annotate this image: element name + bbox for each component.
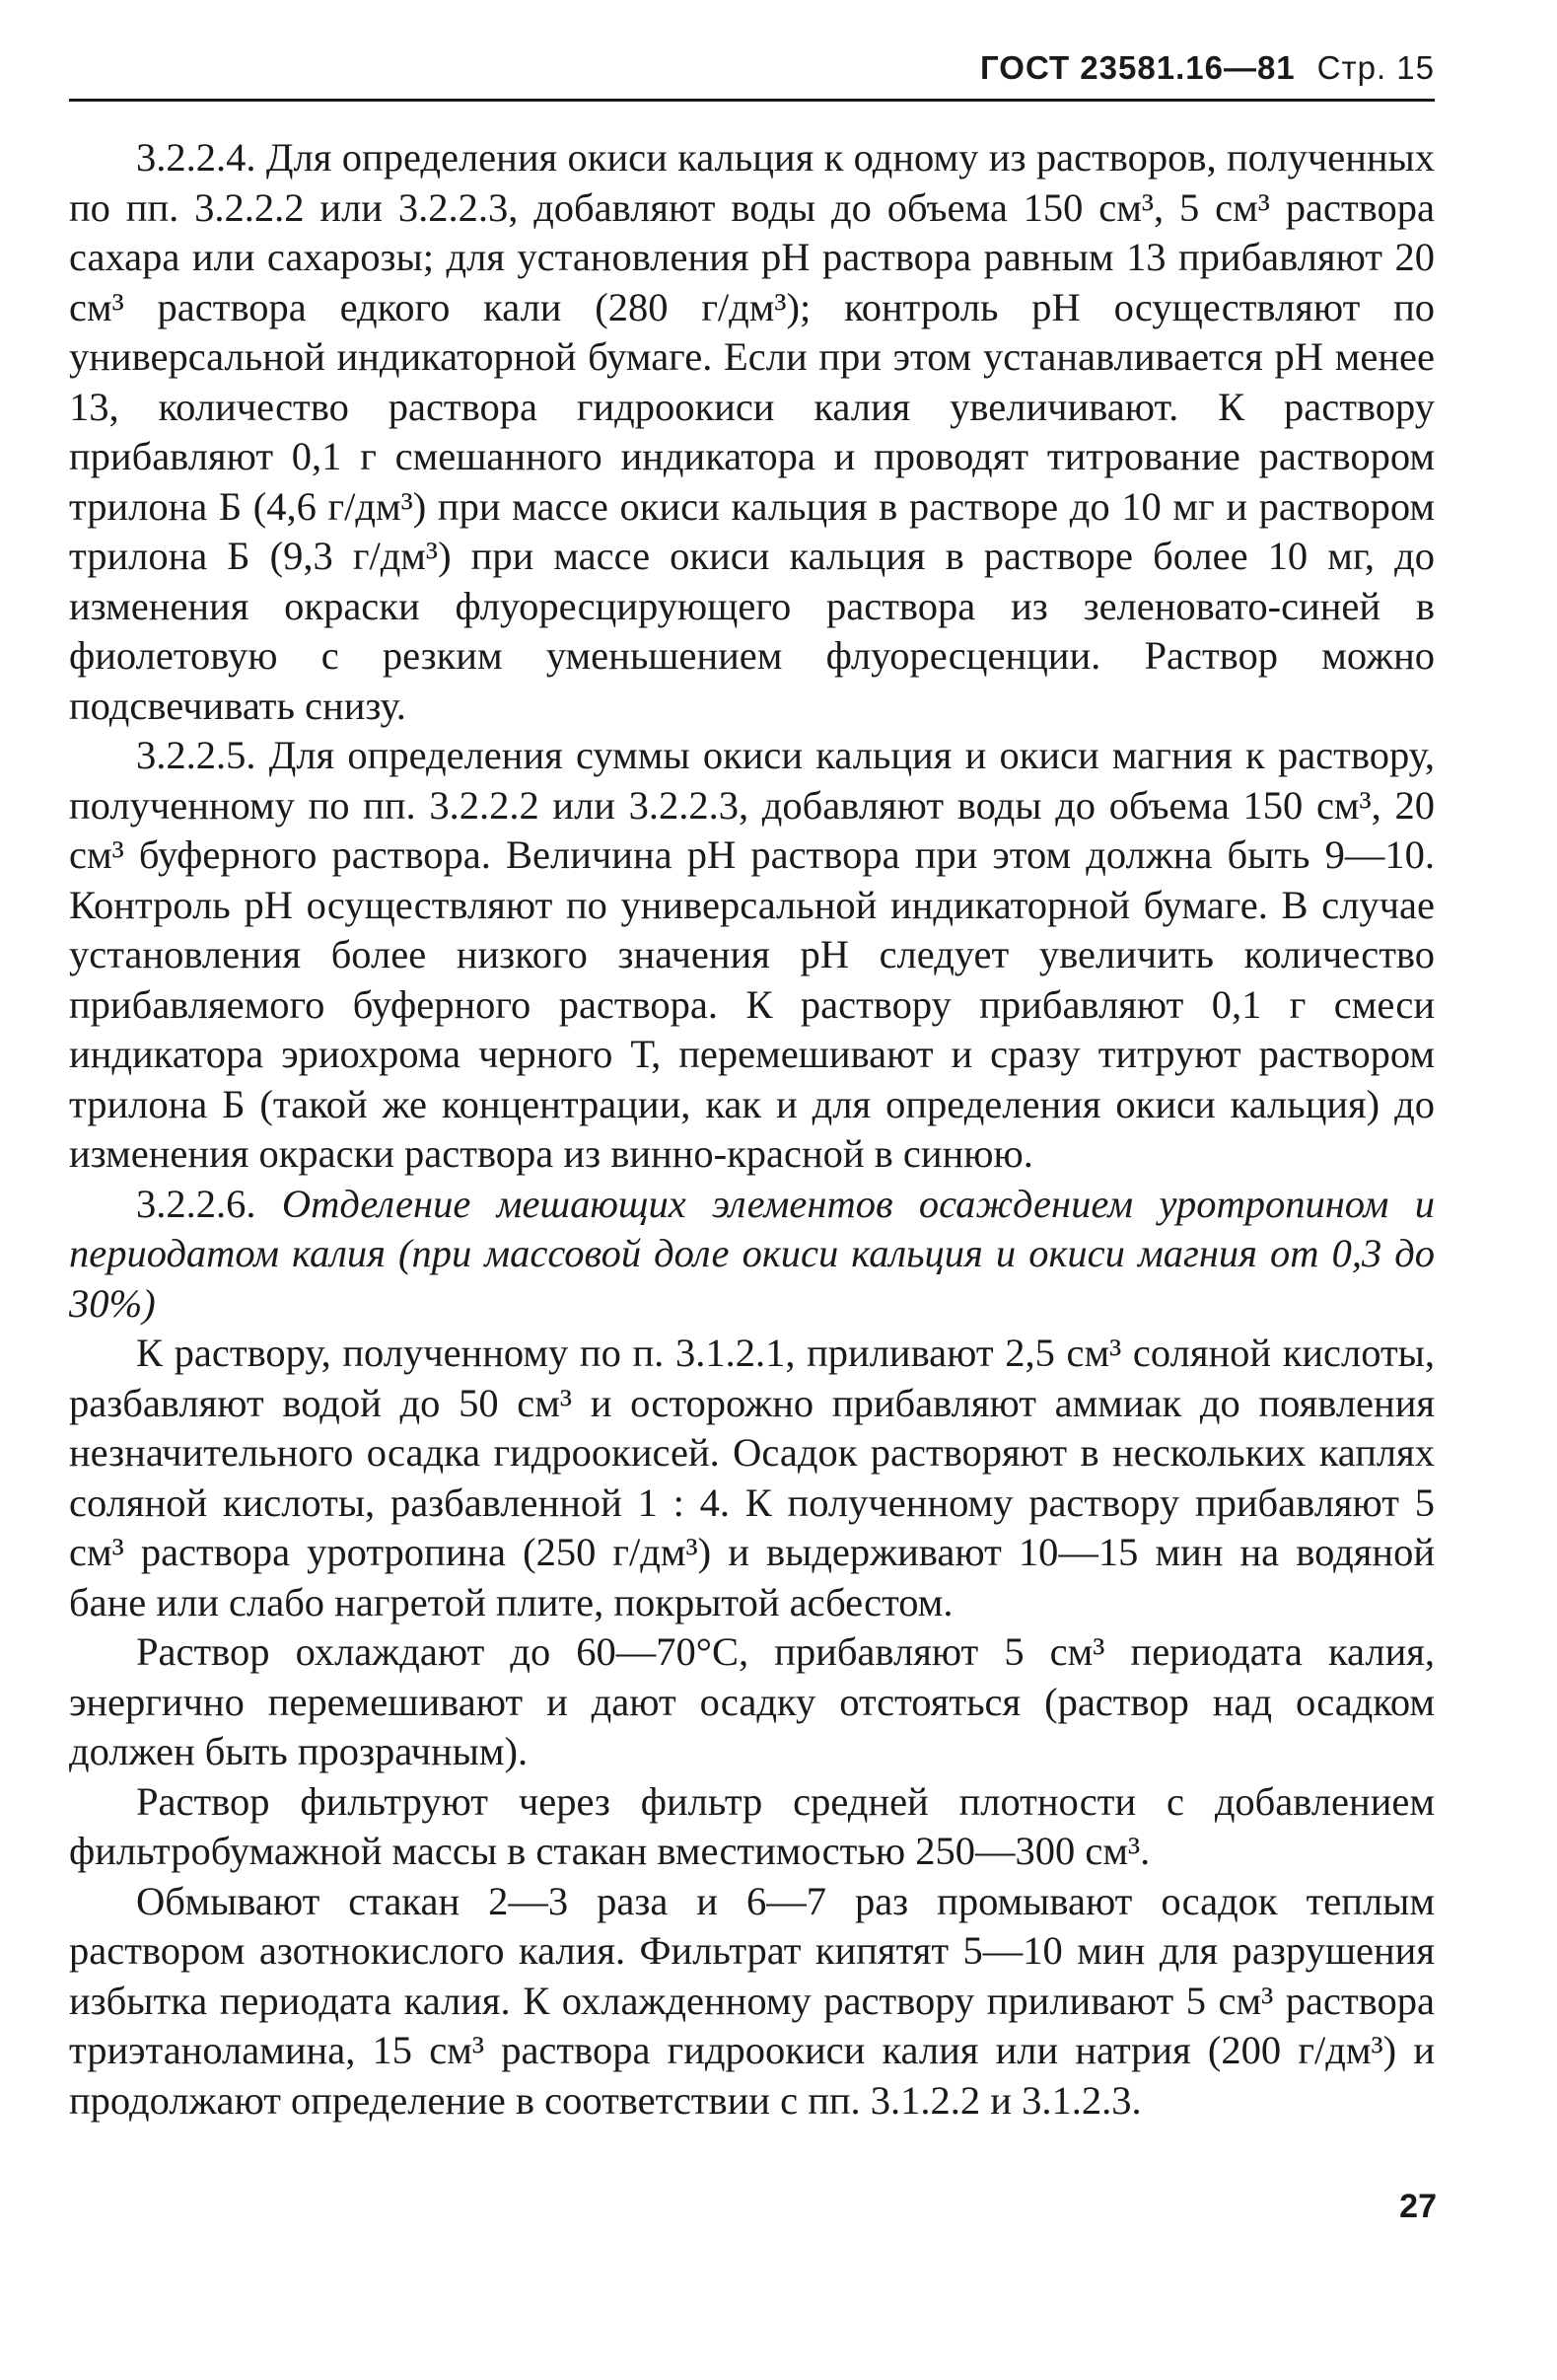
page-header [69, 49, 1435, 102]
paragraph-3-2-2-4 [69, 133, 1435, 731]
clause-number: 3.2.2.6. [136, 1181, 256, 1226]
paragraph-text: Раствор охлаждают до 60—70°С, прибавляют 5 см³ периодата калия, энергично перемешивают и дают осадку отстояться (раствор над осадком должен быть прозрачным). [69, 1629, 1435, 1773]
standard-number: ГОСТ 23581.16—81 [980, 49, 1296, 86]
paragraph-3-2-2-5 [69, 731, 1435, 1180]
paragraph-text: Для определения суммы окиси кальция и окиси магния к раствору, полученному по пп. 3.2.2.2 или 3.2.2.3, добавляют воды до объема 150 см³, 20 см³ буферного раствора. Величина рН раствора при этом должна быть 9—10. Контроль рН осуществляют по универсальной индикаторной бумаге. В случае установления более низкого значения рН следует увеличить количество прибавляемого буферного раствора. К раствору прибавляют 0,1 г смеси индикатора эриохрома черного Т, перемешивают и сразу титруют раствором трилона Б (такой же концентрации, как и для определения окиси кальция) до изменения окраски раствора из винно-красной в синюю. [69, 733, 1435, 1176]
paragraph-cool-solution [69, 1627, 1435, 1777]
paragraph-filter-solution [69, 1777, 1435, 1877]
document-body [69, 133, 1435, 2126]
section-heading-italic: Отделение мешающих элементов осаждением уротропином и периодатом калия (при массовой доле окиси кальция и окиси магния от 0,3 до 30%) [69, 1181, 1435, 1326]
clause-number: 3.2.2.4. [136, 135, 256, 180]
paragraph-text: Для определения окиси кальция к одному из растворов, полученных по пп. 3.2.2.2 или 3.2.2.3, добавляют воды до объема 150 см³, 5 см³ раствора сахара или сахарозы; для установления рН раствора равным 13 прибавляют 20 см³ раствора едкого кали (280 г/дм³); контроль рН осуществляют по универсальной индикаторной бумаге. Если при этом устанавливается рН менее 13, количество раствора гидроокиси калия увеличивают. К раствору прибавляют 0,1 г смешанного индикатора и проводят титрование раствором трилона Б (4,6 г/дм³) при массе окиси кальция в растворе до 10 мг и раствором трилона Б (9,3 г/дм³) при массе окиси кальция в растворе более 10 мг, до изменения окраски флуоресцирующего раствора из зеленовато-синей в фиолетовую с резким уменьшением флуоресценции. Раствор можно подсвечивать снизу. [69, 135, 1436, 728]
paragraph-dissolve-precipitate [69, 1329, 1435, 1627]
paragraph-text: Обмывают стакан 2—3 раза и 6—7 раз промывают осадок теплым раствором азотнокислого калия. Фильтрат кипятят 5—10 мин для разрушения избытка периодата калия. К охлажденному раствору приливают 5 см³ раствора триэтаноламина, 15 см³ раствора гидроокиси калия или натрия (200 г/дм³) и продолжают определение в соответствии с пп. 3.1.2.2 и 3.1.2.3. [69, 1878, 1435, 2123]
paragraph-3-2-2-6 [69, 1180, 1435, 1330]
paragraph-wash-beaker [69, 1877, 1435, 2127]
page-number: 27 [1399, 2188, 1437, 2225]
paragraph-text: Раствор фильтруют через фильтр средней плотности с добавлением фильтробумажной массы в стакан вместимостью 250—300 см³. [69, 1778, 1435, 1873]
clause-number: 3.2.2.5. [136, 733, 256, 777]
page-label: Стр. 15 [1316, 49, 1435, 86]
header-line [980, 49, 1435, 87]
paragraph-text: К раствору, полученному по п. 3.1.2.1, приливают 2,5 см³ соляной кислоты, разбавляют водой до 50 см³ и осторожно прибавляют аммиак до появления незначительного осадка гидроокисей. Осадок растворяют в нескольких каплях соляной кислоты, разбавленной 1 : 4. К полученному раствору прибавляют 5 см³ раствора уротропина (250 г/дм³) и выдерживают 10—15 мин на водяной бане или слабо нагретой плите, покрытой асбестом. [69, 1331, 1435, 1624]
